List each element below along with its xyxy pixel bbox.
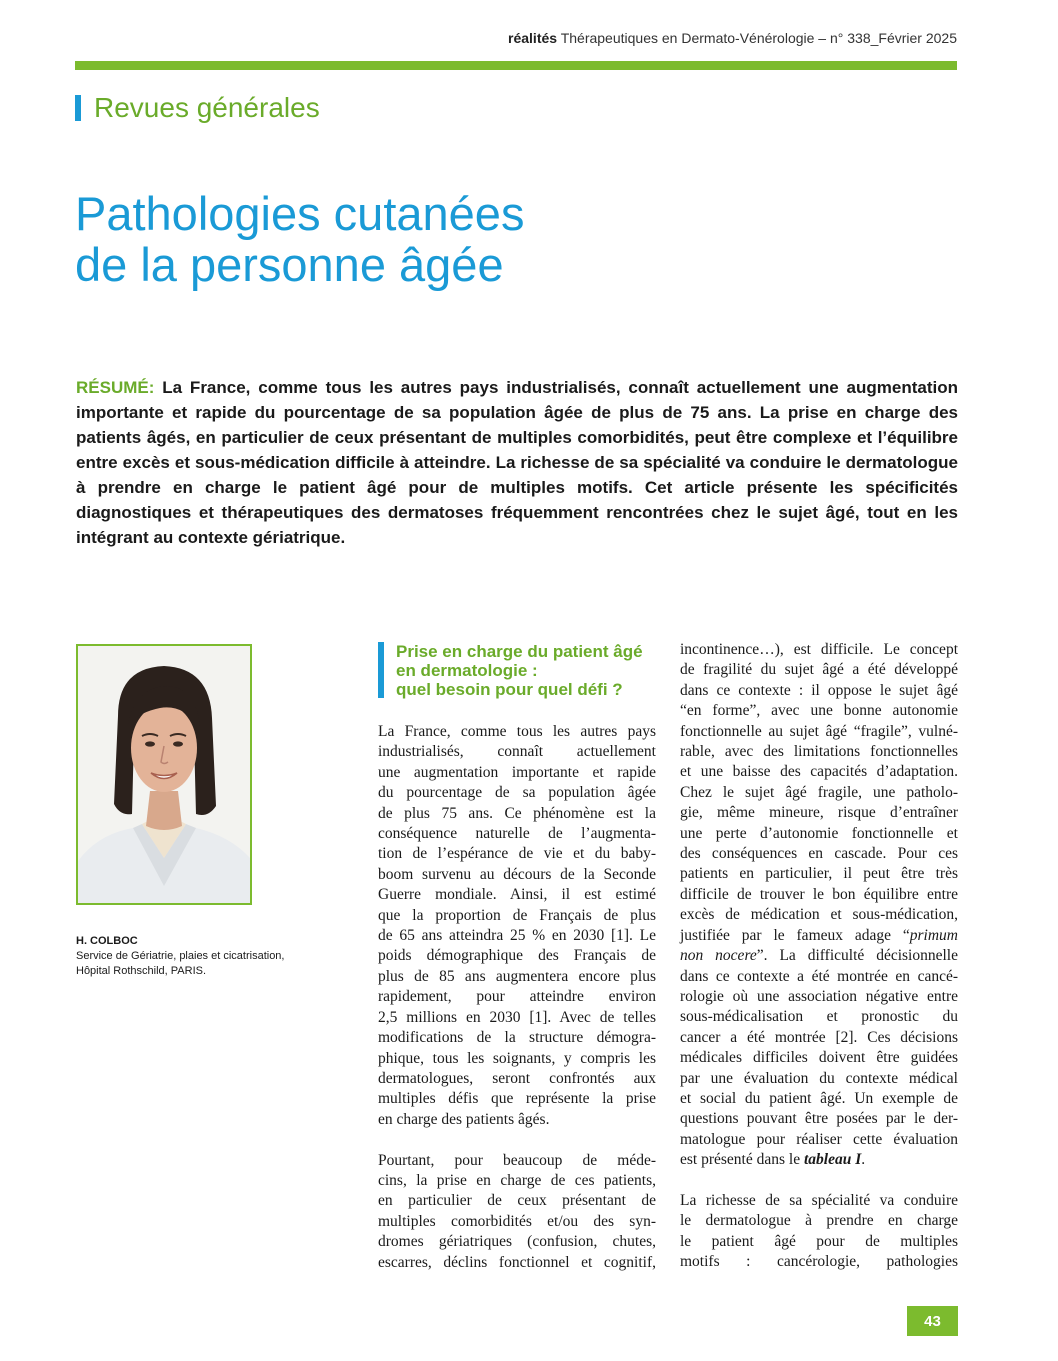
article-title-line1: Pathologies cutanées xyxy=(75,187,525,240)
page-number: 43 xyxy=(907,1306,958,1336)
adage-latin-2: non nocere xyxy=(680,947,757,965)
author-portrait xyxy=(76,644,252,905)
author-affiliation-2: Hôpital Rothschild, PARIS. xyxy=(76,965,207,977)
article-title xyxy=(75,188,895,290)
author-affiliation-1: Service de Gériatrie, plaies et cicatrisation, xyxy=(76,950,285,962)
text-line: rologie où une association négative entre xyxy=(680,987,958,1005)
article-title-line2: de la personne âgée xyxy=(75,238,504,291)
abstract xyxy=(76,375,958,550)
text-line: que la proportion de Français de plus xyxy=(378,906,656,924)
column1-paragraph1 xyxy=(378,722,656,1130)
text-line: dans ce contexte a été montrée en cancé- xyxy=(680,967,958,985)
text-line: incontinence…), est difficile. Le concept xyxy=(680,641,958,658)
text-line: et social du patient âgé. Un exemple de xyxy=(680,1089,958,1107)
text-line: rapidement, pour atteindre environ xyxy=(378,988,656,1006)
column2-paragraph2 xyxy=(680,1191,958,1273)
adage-post: ”. La difficulté décisionnelle xyxy=(756,947,958,965)
text-line: Chez le sujet âgé fragile, une patholo- xyxy=(680,783,958,801)
adage-line-2 xyxy=(680,946,958,966)
text-line: tion de l’espérance de vie et du baby- xyxy=(378,845,656,863)
text-line: une perte d’autonomie fonctionnelle et xyxy=(680,824,958,842)
abstract-text: La France, comme tous les autres pays industrialisés, connaît actuellement une augmentation importante et rapide du pourcentage de sa population âgée de plus de 75 ans. La prise en charge des patients âgés, en particulier de ceux présentant de multiples comorbidités, peut être complexe et l’équilibre entre excès et sous-médication difficile à atteindre. La richesse de sa spécialité va conduire le dermatologue à prendre en charge le patient âgé pour de multiples motifs. Cet article présente les spécificités diagnostiques et thérapeutiques des dermatoses fréquemment rencontrées chez le sujet âgé, tout en les intégrant au contexte gériatrique. xyxy=(76,378,958,547)
adage-pre: justifiée par le fameux adage “ xyxy=(680,926,910,944)
section-marker xyxy=(75,95,81,121)
journal-brand: réalités xyxy=(508,30,558,46)
author-name: H. COLBOC xyxy=(76,935,138,947)
text-line: multiples défis que représente la prise xyxy=(378,1090,656,1108)
text-line: motifs : cancérologie, pathologies xyxy=(680,1253,958,1271)
text-line: en charge des patients âgés. xyxy=(378,1110,550,1128)
text-line: industrialisés, connaît actuellement xyxy=(378,743,656,761)
text-line: une augmentation importante et rapide xyxy=(378,763,656,781)
text-line: multiples comorbidités et/ou des syn- xyxy=(378,1212,656,1230)
text-line: sous-médicalisation et pronostic du xyxy=(680,1008,958,1026)
paragraph-gap xyxy=(680,1171,958,1191)
text-line: de fragilité du sujet âgé a été développé xyxy=(680,661,958,679)
subsection-marker xyxy=(378,642,384,698)
text-line: le patient âgé pour de multiples xyxy=(680,1232,958,1250)
adage-latin-1: primum xyxy=(909,926,958,944)
table-ref-pre: est présenté dans le xyxy=(680,1151,804,1169)
text-line: Guerre mondiale. Ainsi, il est estimé xyxy=(378,886,656,904)
header-rule xyxy=(75,61,957,70)
subsection-heading-line1: Prise en charge du patient âgé xyxy=(396,642,643,661)
subsection-heading-line3: quel besoin pour quel défi ? xyxy=(396,680,623,699)
text-line: gie, même mineure, risque d’entraîner xyxy=(680,804,958,822)
text-line: rable, avec des limitations fonctionnelles xyxy=(680,743,958,761)
text-line: phique, tous les soignants, y compris les xyxy=(378,1049,656,1067)
text-line: La France, comme tous les autres pays xyxy=(378,723,656,740)
text-line: plus de 85 ans augmentera encore plus xyxy=(378,967,656,985)
text-line: de plus 75 ans. Ce phénomène est la xyxy=(378,804,656,822)
text-line: poids démographique des Français de xyxy=(378,947,656,965)
text-line: cins, la prise en charge de ces patients, xyxy=(378,1171,656,1189)
adage-line xyxy=(680,926,958,946)
subsection-heading-text xyxy=(396,642,643,699)
table-ref-post: . xyxy=(861,1151,866,1169)
text-line: La richesse de sa spécialité va conduire xyxy=(680,1191,958,1209)
text-line: patients en particulier, il peut être très xyxy=(680,865,958,883)
text-line: dans ce contexte : il oppose le sujet âgé xyxy=(680,681,958,699)
text-line: cancer a été montrée [2]. Ces décisions xyxy=(680,1028,958,1046)
author-portrait-image xyxy=(78,646,250,903)
text-line: matologue pour réaliser cette évaluation xyxy=(680,1130,958,1148)
table-ref-line xyxy=(680,1150,958,1170)
text-line: de 65 ans atteindra 25 % en 2030 [1]. Le xyxy=(378,927,656,945)
column2-paragraph1-cont xyxy=(680,967,958,1151)
journal-issue: Thérapeutiques en Dermato-Vénérologie – n° 338_Février 2025 xyxy=(560,30,957,46)
journal-header xyxy=(508,30,957,46)
section-label xyxy=(75,92,320,124)
text-line: questions pouvant être posées par le der- xyxy=(680,1110,958,1128)
text-line: dermatologues, seront confrontés aux xyxy=(378,1069,656,1087)
text-line: “en forme”, avec une bonne autonomie xyxy=(680,702,958,720)
paragraph-gap xyxy=(378,1130,656,1150)
table-ref-link[interactable]: tableau I xyxy=(803,1151,862,1169)
column2-paragraph1 xyxy=(680,640,958,926)
text-line: excès de médication et sous-médication, xyxy=(680,906,958,924)
text-line: difficile de trouver le bon équilibre entre xyxy=(680,885,958,903)
body-column-1 xyxy=(378,722,656,1273)
text-line: escarres, déclins fonctionnel et cognitif, xyxy=(378,1253,656,1271)
text-line: conséquence naturelle de l’augmenta- xyxy=(378,825,656,843)
subsection-heading xyxy=(378,642,668,699)
text-line: modifications de la structure démogra- xyxy=(378,1029,656,1047)
text-line: Pourtant, pour beaucoup de méde- xyxy=(378,1151,656,1169)
text-line: fonctionnelle au sujet âgé “fragile”, vulné- xyxy=(680,722,958,740)
column1-paragraph2 xyxy=(378,1151,656,1273)
abstract-lead: RÉSUMÉ: xyxy=(76,378,155,397)
text-line: 2,5 millions en 2030 [1]. Avec de telles xyxy=(378,1008,656,1026)
text-line: le dermatologue à prendre en charge xyxy=(680,1212,958,1230)
section-label-text: Revues générales xyxy=(94,92,320,123)
author-block xyxy=(76,934,336,979)
subsection-heading-line2: en dermatologie : xyxy=(396,661,538,680)
text-line: et une baisse des capacités d’adaptation. xyxy=(680,763,958,781)
body-column-2 xyxy=(680,640,958,1273)
text-line: boom survenu au décours de la Seconde xyxy=(378,865,656,883)
text-line: du pourcentage de sa population âgée xyxy=(378,784,656,802)
text-line: médicales difficiles doivent être guidées xyxy=(680,1049,958,1067)
text-line: en particulier de ceux présentant de xyxy=(378,1192,656,1210)
text-line: dromes gériatriques (confusion, chutes, xyxy=(378,1233,656,1251)
text-line: des conséquences en cascade. Pour ces xyxy=(680,845,958,863)
text-line: par une évaluation du contexte médical xyxy=(680,1069,958,1087)
